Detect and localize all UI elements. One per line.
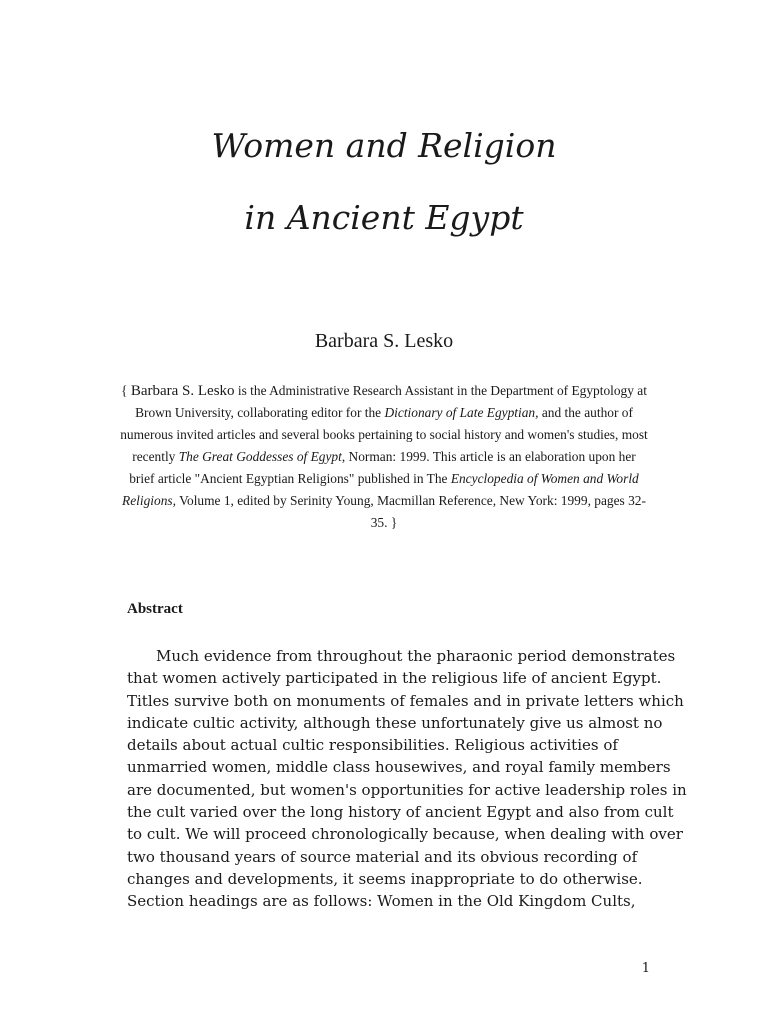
abstract-line: are documented, but women's opportunities for active leadership roles in [127, 780, 687, 799]
abstract-line: that women actively participated in the religious life of ancient Egypt. [127, 669, 662, 688]
bio-author-name: Barbara S. Lesko [130, 383, 235, 399]
bio-text-1: is the Administrative Research Assistant in the Department of Egyptology at Brown University, collaborating editor for the [135, 383, 647, 420]
abstract-line: the cult varied over the long history of ancient Egypt and also from cult [127, 803, 674, 822]
bio-title-encyclopedia: Encyclopedia of Women and World Religions, [122, 471, 639, 508]
page-number: 1 [641, 961, 650, 976]
author-bio [120, 380, 648, 534]
bio-text-2: and the author of numerous invited articles and several books pertaining to social history and women's studies, most recently [120, 405, 648, 464]
bio-text-3: , Norman: 1999. This article is an elaboration upon her brief article "Ancient Egyptian Religions" published in The [129, 449, 636, 486]
bio-title-dictionary: Dictionary of Late Egyptian, [384, 405, 539, 420]
abstract-line: changes and developments, it seems inappropriate to do otherwise. [127, 869, 643, 888]
abstract-line: indicate cultic activity, although these unfortunately give us almost no [127, 713, 663, 732]
bio-text-4: Volume 1, edited by Serinity Young, Macmillan Reference, New York: 1999, pages 32-35. } [175, 493, 646, 530]
bio-open-brace: { [121, 383, 131, 398]
abstract-heading: Abstract [127, 601, 183, 617]
abstract-line: details about actual cultic responsibilities. Religious activities of [127, 736, 618, 755]
abstract-line: unmarried women, middle class housewives, and royal family members [127, 758, 671, 777]
bio-title-great-goddesses: The Great Goddesses of Egypt [178, 449, 342, 464]
author-name: Barbara S. Lesko [314, 330, 454, 352]
title-line-1: Women and Religion [211, 126, 557, 165]
abstract-line: Much evidence from throughout the pharaonic period demonstrates [156, 647, 676, 665]
abstract-line: two thousand years of source material and its obvious recording of [127, 847, 638, 866]
abstract-line: Section headings are as follows: Women in the Old Kingdom Cults, [127, 892, 636, 911]
abstract-line: to cult. We will proceed chronologically because, when dealing with over [127, 825, 683, 844]
abstract-body [127, 645, 687, 913]
abstract-line: Titles survive both on monuments of females and in private letters which [127, 691, 684, 710]
title-line-2: in Ancient Egypt [244, 198, 524, 237]
